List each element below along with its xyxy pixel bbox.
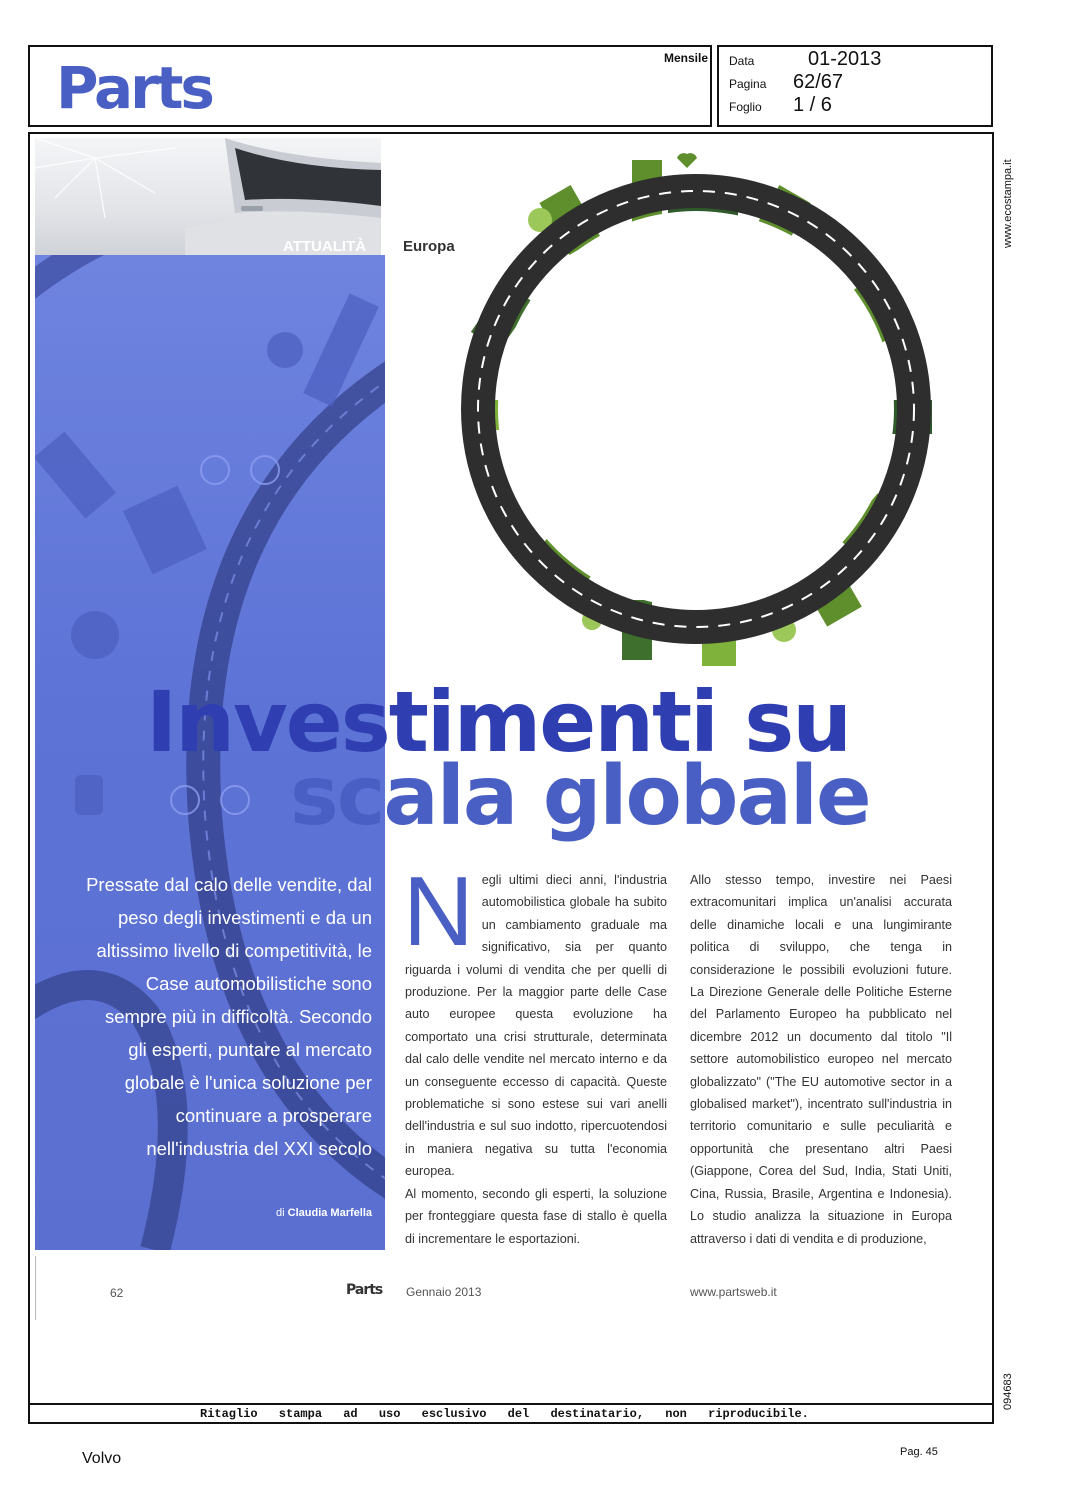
- page-number: 62: [110, 1286, 124, 1300]
- col1-paragraph-1: egli ultimi dieci anni, l'industria automobilistica globale ha subito un cambiamento graduale ma significativo, sia per quanto riguarda i volumi di vendita che per quelli di produzione. Per la maggior parte delle Case auto europee questa evoluzione ha comportato una crisi strutturale, determinata dal calo delle vendite nel mercato interno e da un conseguente eccesso di capacità. Queste problematiche si sono estese sui vari anelli dell'industria e sul suo indotto, ripercuotendosi in maniera negativa su tutta l'economia europea.: [405, 873, 667, 1179]
- frequency-label: Mensile: [664, 51, 709, 65]
- body-column-2: [690, 869, 952, 1250]
- subsection-label: Europa: [403, 238, 455, 255]
- section-label: ATTUALITÀ: [283, 238, 367, 255]
- lead-paragraph: Pressate dal calo delle vendite, dal peso degli investimenti e da un altissimo livello di competitività, le Case automobilistiche sono sempre più in difficoltà. Secondo gli esperti, puntare al mercato globale è l'unica soluzione per continuare a prosperare nell'industria del XXI secolo: [86, 874, 372, 1159]
- article-title-line1: Investimenti su: [146, 673, 851, 771]
- website-link[interactable]: www.partsweb.it: [690, 1285, 777, 1299]
- globe-city-illustration: [432, 150, 960, 670]
- drop-cap: N: [403, 856, 474, 966]
- issue-date: Gennaio 2013: [406, 1285, 482, 1299]
- parts-logo: Parts: [56, 54, 212, 122]
- data-label: Data: [729, 54, 755, 68]
- pagina-label: Pagina: [729, 77, 767, 91]
- foglio-label: Foglio: [729, 100, 762, 114]
- client-name: Volvo: [82, 1450, 122, 1467]
- clipping-page: Pag. 45: [900, 1446, 938, 1458]
- side-code: 094683: [1002, 1373, 1014, 1410]
- col1-paragraph-2: Al momento, secondo gli esperti, la soluzione per fronteggiare questa fase di stallo è quella di incrementare le esportazioni.: [405, 1186, 667, 1246]
- pagina-value: 62/67: [793, 71, 844, 93]
- page-edge-rule: [35, 1256, 36, 1320]
- body-column-1: [403, 856, 667, 1250]
- footer-rule: [28, 1403, 994, 1405]
- side-url: www.ecostampa.it: [1002, 159, 1014, 248]
- author-byline: di Claudia Marfella: [276, 1207, 372, 1219]
- data-value: 01-2013: [808, 48, 882, 70]
- magazine-mini-logo: Parts: [346, 1282, 383, 1298]
- col2-paragraph-1: Allo stesso tempo, investire nei Paesi extracomunitari implica un'analisi accurata delle dinamiche locali e una lungimirante politica di sviluppo, che tenga in considerazione le possibili evoluzioni future. La Direzione Generale delle Politiche Esterne del Parlamento Europeo ha pubblicato nel dicembre 2012 un documento dal titolo "Il settore automobilistico europeo nel mercato globalizzato" ("The EU automotive sector in a globalised market"), incentrato sull'industria in territorio comunitario e sulle peculiarità e opportunità che presentano altri Paesi (Giappone, Corea del Sud, India, Stati Uniti, Cina, Russia, Brasile, Argentina e Indonesia). Lo studio analizza la situazione in Europa attraverso i dati di vendita e di produzione,: [690, 873, 952, 1246]
- foglio-value: 1 / 6: [793, 94, 832, 116]
- article-title-line2: scala globale: [290, 749, 870, 844]
